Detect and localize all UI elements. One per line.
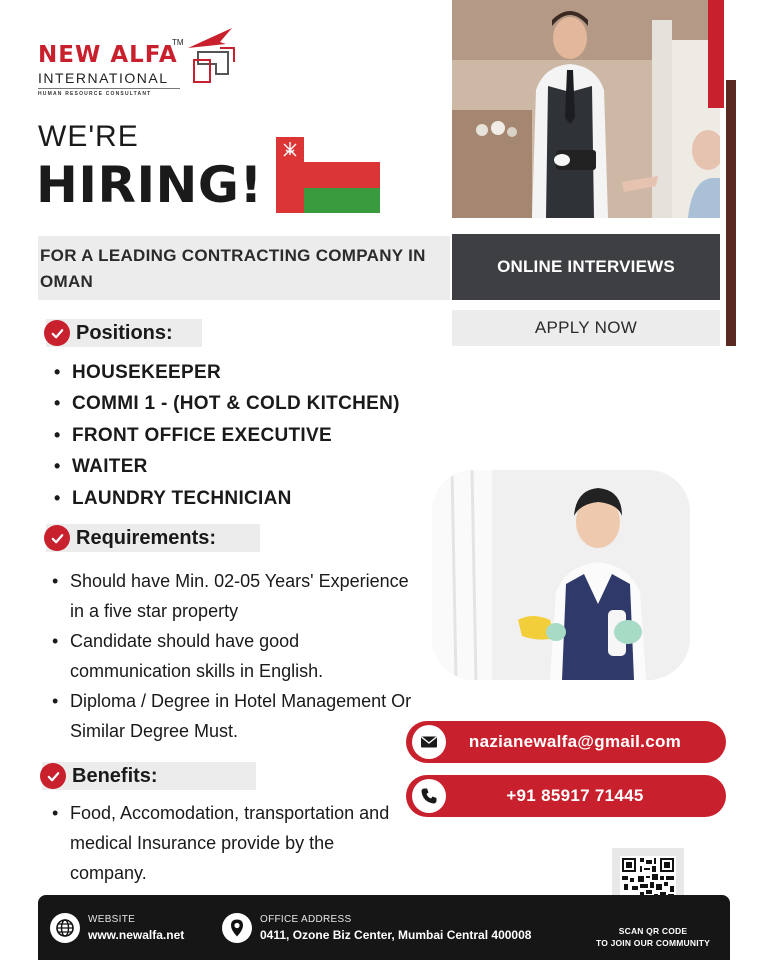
phone-number[interactable]: +91 85917 71445: [506, 786, 644, 805]
positions-heading: [46, 319, 202, 347]
list-item: • FRONT OFFICE EXECUTIVE: [54, 421, 400, 452]
logo-name: NEW ALFA: [38, 42, 178, 68]
location-pin-icon: [222, 913, 252, 943]
requirements-heading: [46, 524, 260, 552]
phone-icon: [412, 779, 446, 813]
housekeeper-photo: [432, 470, 690, 680]
online-interviews-badge: ONLINE INTERVIEWS: [452, 234, 720, 300]
benefits-heading: [42, 762, 256, 790]
company-logo: [38, 26, 238, 100]
requirements-list: [52, 566, 412, 746]
benefits-list: [52, 798, 402, 888]
office-address-label: OFFICE ADDRESS: [260, 913, 352, 925]
envelope-icon: [412, 725, 446, 759]
list-item: • LAUNDRY TECHNICIAN: [54, 484, 400, 515]
list-item: • WAITER: [54, 452, 400, 483]
positions-title: Positions:: [76, 321, 173, 344]
list-item: • Candidate should have good communication skills in English.: [52, 626, 412, 686]
qr-caption: [578, 925, 728, 949]
logo-tagline: HUMAN RESOURCE CONSULTANT: [38, 91, 152, 97]
check-icon: [44, 320, 70, 346]
email-pill[interactable]: [406, 721, 726, 763]
company-banner: FOR A LEADING CONTRACTING COMPANY IN OMAN: [38, 236, 450, 300]
positions-list: [54, 358, 400, 515]
phone-pill[interactable]: [406, 775, 726, 817]
website-info[interactable]: [50, 895, 184, 960]
check-icon: [44, 525, 70, 551]
qr-caption-line-2: TO JOIN OUR COMMUNITY: [595, 938, 711, 948]
list-item: • Diploma / Degree in Hotel Management Or Similar Degree Must.: [52, 686, 412, 746]
qr-caption-line-1: SCAN QR CODE: [618, 926, 688, 936]
decorative-red-stripe: [708, 0, 724, 108]
oman-flag-icon: [276, 137, 380, 213]
globe-icon: [50, 913, 80, 943]
heading-line-2: HIRING!: [36, 156, 263, 214]
check-icon: [40, 763, 66, 789]
logo-mark-icon: [180, 26, 236, 86]
logo-divider: [38, 88, 180, 89]
list-item: • HOUSEKEEPER: [54, 358, 400, 389]
waiter-photo: [452, 0, 720, 218]
heading-line-1: WE'RE: [38, 120, 139, 153]
apply-now-button[interactable]: APPLY NOW: [452, 310, 720, 346]
requirements-title: Requirements:: [76, 526, 217, 549]
list-item: • Food, Accomodation, transportation and medical Insurance provide by the company.: [52, 798, 402, 888]
website-label: WEBSITE: [88, 913, 136, 925]
logo-subtitle: INTERNATIONAL: [38, 70, 169, 86]
office-address: 0411, Ozone Biz Center, Mumbai Central 400008: [260, 927, 532, 942]
email-address[interactable]: nazianewalfa@gmail.com: [468, 732, 682, 751]
benefits-title: Benefits:: [72, 764, 158, 787]
logo-trademark: TM: [172, 38, 184, 47]
footer-bar: [38, 895, 730, 960]
decorative-dark-stripe: [726, 80, 736, 346]
office-address-info: [222, 895, 531, 960]
list-item: • COMMI 1 - (HOT & COLD KITCHEN): [54, 389, 400, 420]
list-item: • Should have Min. 02-05 Years' Experience in a five star property: [52, 566, 412, 626]
website-link[interactable]: www.newalfa.net: [88, 927, 185, 942]
